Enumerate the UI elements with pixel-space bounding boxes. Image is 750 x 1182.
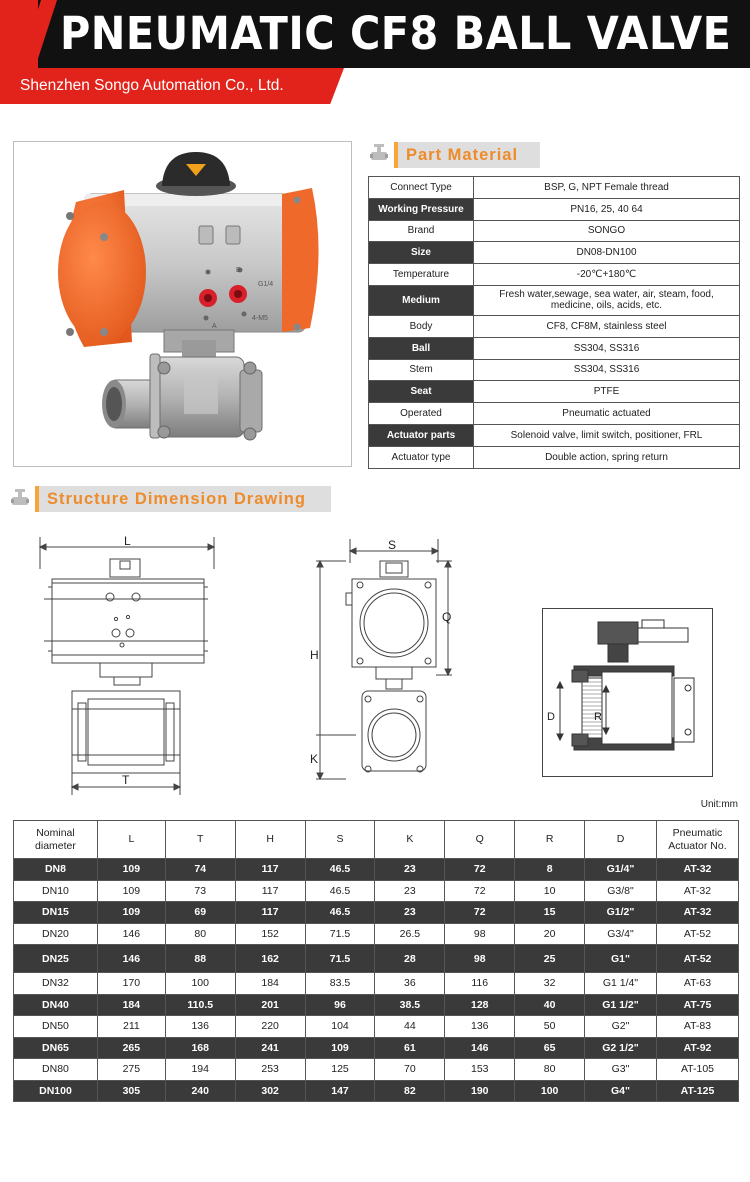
dimension-cell: AT-32 — [656, 902, 738, 924]
thread-marking: 4-M5 — [252, 315, 268, 322]
dimension-cell: 153 — [445, 1059, 515, 1081]
column-header: H — [235, 821, 305, 859]
material-row — [369, 337, 740, 359]
dimension-cell: AT-92 — [656, 1037, 738, 1059]
dimension-cell: 46.5 — [305, 859, 375, 881]
material-row — [369, 381, 740, 403]
dimension-cell: 82 — [375, 1080, 445, 1102]
dimension-cell: 26.5 — [375, 923, 445, 945]
dimension-cell: DN40 — [14, 994, 98, 1016]
product-photo — [13, 141, 352, 467]
dimension-cell: DN65 — [14, 1037, 98, 1059]
material-value: DN08-DN100 — [474, 242, 740, 264]
dimension-cell: DN15 — [14, 902, 98, 924]
dimension-cell: AT-75 — [656, 994, 738, 1016]
port-size-marking: G1/4 — [258, 281, 274, 288]
unit-label: Unit:mm — [700, 799, 738, 810]
dimension-cell: 69 — [165, 902, 235, 924]
side-view-drawing — [306, 535, 456, 785]
material-value: SONGO — [474, 220, 740, 242]
dimension-cell: 20 — [515, 923, 585, 945]
dimension-label-r: R — [594, 711, 602, 723]
dimension-cell: 98 — [445, 945, 515, 973]
material-key: Actuator type — [369, 446, 474, 468]
dimension-cell: 38.5 — [375, 994, 445, 1016]
dimension-cell: 46.5 — [305, 880, 375, 902]
dimension-cell: 305 — [97, 1080, 165, 1102]
dimension-cell: G4" — [585, 1080, 657, 1102]
material-value: -20℃+180℃ — [474, 264, 740, 286]
dimension-cell: 65 — [515, 1037, 585, 1059]
dimension-cell: 74 — [165, 859, 235, 881]
material-key: Actuator parts — [369, 424, 474, 446]
dimension-cell: DN8 — [14, 859, 98, 881]
dimension-cell: 117 — [235, 859, 305, 881]
dimension-label-h: H — [310, 648, 319, 662]
material-row — [369, 220, 740, 242]
material-value: PN16, 25, 40 64 — [474, 198, 740, 220]
page-title: PNEUMATIC CF8 BALL VALVE — [60, 7, 732, 60]
dimension-row — [14, 994, 739, 1016]
dimension-cell: G3/8" — [585, 880, 657, 902]
material-row — [369, 242, 740, 264]
material-value: SS304, SS316 — [474, 337, 740, 359]
dimension-cell: 125 — [305, 1059, 375, 1081]
material-table — [368, 176, 740, 469]
dimension-cell: 302 — [235, 1080, 305, 1102]
dimension-cell: DN100 — [14, 1080, 98, 1102]
material-key: Body — [369, 315, 474, 337]
dimension-cell: G1 1/2" — [585, 994, 657, 1016]
dimension-cell: 70 — [375, 1059, 445, 1081]
material-value: Solenoid valve, limit switch, positioner, FRL — [474, 424, 740, 446]
dimension-cell: 146 — [445, 1037, 515, 1059]
dimension-table — [13, 820, 739, 1102]
part-material-title: Part Material — [406, 146, 519, 164]
column-header: Pneumatic Actuator No. — [656, 821, 738, 859]
dimension-header-row — [14, 821, 739, 859]
material-key: Stem — [369, 359, 474, 381]
dimension-row — [14, 1059, 739, 1081]
dimension-cell: 15 — [515, 902, 585, 924]
dimension-cell: 72 — [445, 902, 515, 924]
dimension-cell: G2" — [585, 1016, 657, 1038]
dimension-cell: 136 — [445, 1016, 515, 1038]
dimension-cell: AT-52 — [656, 923, 738, 945]
dimension-cell: 194 — [165, 1059, 235, 1081]
dimension-cell: DN50 — [14, 1016, 98, 1038]
part-material-header — [394, 142, 540, 168]
column-header: T — [165, 821, 235, 859]
dimension-cell: 8 — [515, 859, 585, 881]
structure-drawing-title: Structure Dimension Drawing — [47, 490, 306, 508]
pneumatic-ball-valve-image — [14, 142, 352, 467]
dimension-cell: 184 — [97, 994, 165, 1016]
dimension-cell: 80 — [165, 923, 235, 945]
front-view-drawing — [30, 533, 225, 795]
dimension-cell: 46.5 — [305, 902, 375, 924]
dimension-cell: 71.5 — [305, 923, 375, 945]
dimension-label-l: L — [124, 534, 131, 548]
dimension-cell: 72 — [445, 859, 515, 881]
dimension-cell: 83.5 — [305, 973, 375, 995]
dimension-cell: 25 — [515, 945, 585, 973]
dimension-cell: 28 — [375, 945, 445, 973]
dimension-cell: 136 — [165, 1016, 235, 1038]
material-key: Medium — [369, 285, 474, 315]
dimension-cell: 100 — [165, 973, 235, 995]
dimension-cell: 109 — [97, 859, 165, 881]
material-row — [369, 446, 740, 468]
dimension-cell: 10 — [515, 880, 585, 902]
valve-icon — [11, 488, 29, 508]
dimension-cell: 96 — [305, 994, 375, 1016]
dimension-cell: 71.5 — [305, 945, 375, 973]
material-value: Pneumatic actuated — [474, 403, 740, 425]
dimension-cell: 147 — [305, 1080, 375, 1102]
dimension-cell: 184 — [235, 973, 305, 995]
dimension-cell: G1/2" — [585, 902, 657, 924]
dimension-row — [14, 1037, 739, 1059]
material-key: Working Pressure — [369, 198, 474, 220]
dimension-cell: 146 — [97, 923, 165, 945]
dimension-cell: 146 — [97, 945, 165, 973]
dimension-cell: G3/4" — [585, 923, 657, 945]
dimension-cell: 98 — [445, 923, 515, 945]
dimension-cell: DN25 — [14, 945, 98, 973]
dimension-cell: 72 — [445, 880, 515, 902]
dimension-cell: 100 — [515, 1080, 585, 1102]
dimension-cell: 44 — [375, 1016, 445, 1038]
material-row — [369, 359, 740, 381]
material-value: SS304, SS316 — [474, 359, 740, 381]
dimension-cell: 265 — [97, 1037, 165, 1059]
dimension-row — [14, 1016, 739, 1038]
company-name: Shenzhen Songo Automation Co., Ltd. — [20, 77, 284, 94]
dimension-cell: 190 — [445, 1080, 515, 1102]
dimension-cell: 220 — [235, 1016, 305, 1038]
dimension-cell: 109 — [305, 1037, 375, 1059]
dimension-cell: 40 — [515, 994, 585, 1016]
dimension-cell: 152 — [235, 923, 305, 945]
material-row — [369, 403, 740, 425]
material-key: Size — [369, 242, 474, 264]
material-row — [369, 424, 740, 446]
port-a-marking: A — [212, 323, 217, 330]
column-header: Nominal diameter — [14, 821, 98, 859]
dimension-cell: DN32 — [14, 973, 98, 995]
dimension-label-k: K — [310, 752, 319, 766]
dimension-cell: G3" — [585, 1059, 657, 1081]
dimension-cell: 61 — [375, 1037, 445, 1059]
dimension-cell: G1 1/4" — [585, 973, 657, 995]
dimension-cell: 50 — [515, 1016, 585, 1038]
dimension-cell: AT-125 — [656, 1080, 738, 1102]
material-key: Seat — [369, 381, 474, 403]
dimension-cell: G1" — [585, 945, 657, 973]
dimension-cell: 23 — [375, 902, 445, 924]
port-b-marking: B — [236, 267, 241, 274]
material-key: Temperature — [369, 264, 474, 286]
material-row — [369, 285, 740, 315]
dimension-cell: 170 — [97, 973, 165, 995]
dimension-cell: 275 — [97, 1059, 165, 1081]
material-row — [369, 198, 740, 220]
dimension-label-q: Q — [442, 610, 452, 624]
material-value: Double action, spring return — [474, 446, 740, 468]
dimension-row — [14, 902, 739, 924]
dimension-cell: AT-105 — [656, 1059, 738, 1081]
dimension-cell: 241 — [235, 1037, 305, 1059]
dimension-cell: AT-32 — [656, 880, 738, 902]
material-value: PTFE — [474, 381, 740, 403]
dimension-cell: 201 — [235, 994, 305, 1016]
dimension-cell: DN20 — [14, 923, 98, 945]
structure-drawing-header — [35, 486, 331, 512]
dimension-cell: 88 — [165, 945, 235, 973]
dimension-label-d: D — [547, 711, 555, 723]
column-header: Q — [445, 821, 515, 859]
dimension-cell: 253 — [235, 1059, 305, 1081]
dimension-cell: DN10 — [14, 880, 98, 902]
dimension-cell: 211 — [97, 1016, 165, 1038]
dimension-cell: 32 — [515, 973, 585, 995]
dimension-cell: 162 — [235, 945, 305, 973]
dimension-cell: 116 — [445, 973, 515, 995]
dimension-cell: 117 — [235, 880, 305, 902]
dimension-label-s: S — [388, 538, 397, 552]
column-header: S — [305, 821, 375, 859]
dimension-cell: 73 — [165, 880, 235, 902]
dimension-row — [14, 880, 739, 902]
dimension-cell: 240 — [165, 1080, 235, 1102]
material-key: Operated — [369, 403, 474, 425]
column-header: K — [375, 821, 445, 859]
dimension-row — [14, 923, 739, 945]
material-key: Brand — [369, 220, 474, 242]
dimension-cell: 104 — [305, 1016, 375, 1038]
column-header: D — [585, 821, 657, 859]
dimension-row — [14, 859, 739, 881]
dimension-cell: 23 — [375, 880, 445, 902]
dimension-row — [14, 973, 739, 995]
section-view-drawing — [542, 608, 714, 778]
dimension-cell: 23 — [375, 859, 445, 881]
material-key: Ball — [369, 337, 474, 359]
material-value: Fresh water,sewage, sea water, air, steam, food, medicine, oils, acids, etc. — [474, 285, 740, 315]
dimension-cell: 110.5 — [165, 994, 235, 1016]
dimension-cell: AT-83 — [656, 1016, 738, 1038]
dimension-cell: DN80 — [14, 1059, 98, 1081]
dimension-cell: 117 — [235, 902, 305, 924]
column-header: L — [97, 821, 165, 859]
column-header: R — [515, 821, 585, 859]
valve-icon — [370, 143, 388, 163]
material-row — [369, 264, 740, 286]
material-row — [369, 315, 740, 337]
material-value: BSP, G, NPT Female thread — [474, 177, 740, 199]
dimension-cell: G1/4" — [585, 859, 657, 881]
material-key: Connect Type — [369, 177, 474, 199]
dimension-cell: AT-32 — [656, 859, 738, 881]
dimension-cell: 128 — [445, 994, 515, 1016]
material-value: CF8, CF8M, stainless steel — [474, 315, 740, 337]
dimension-cell: 109 — [97, 880, 165, 902]
dimension-cell: 36 — [375, 973, 445, 995]
dimension-cell: AT-52 — [656, 945, 738, 973]
dimension-label-t: T — [122, 773, 130, 787]
dimension-row — [14, 1080, 739, 1102]
dimension-cell: 109 — [97, 902, 165, 924]
material-row — [369, 177, 740, 199]
dimension-cell: AT-63 — [656, 973, 738, 995]
dimension-cell: 80 — [515, 1059, 585, 1081]
dimension-cell: G2 1/2" — [585, 1037, 657, 1059]
dimension-cell: 168 — [165, 1037, 235, 1059]
dimension-row — [14, 945, 739, 973]
